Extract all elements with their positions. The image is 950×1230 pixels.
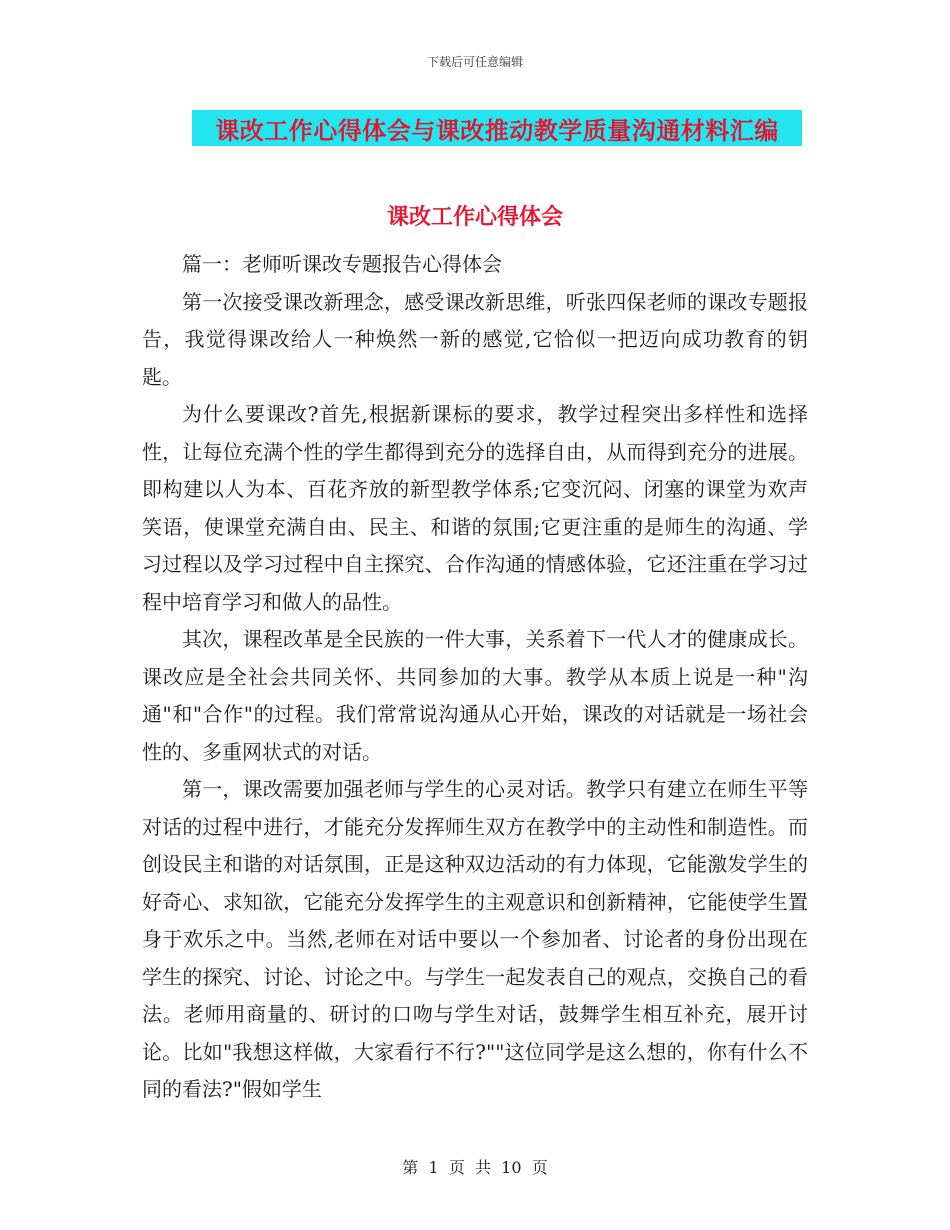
document-body [142,246,808,1109]
paragraph: 为什么要课改?首先,根据新课标的要求，教学过程突出多样性和选择性，让每位充满个性的学生都得到充分的选择自由，从而得到充分的进展。即构建以人为本、百花齐放的新型教学体系;它变沉闷、闭塞的课堂为欢声笑语，使课堂充满自由、民主、和谐的氛围;它更注重的是师生的沟通、学习过程以及学习过程中自主探究、合作沟通的情感体验，它还注重在学习过程中培育学习和做人的品性。 [142,402,808,614]
paragraph-subtitle: 篇一：老师听课改专题报告心得体会 [182,252,502,276]
page-number-footer: 第 1 页 共 10 页 [402,1158,548,1177]
section-title: 课改工作心得体会 [386,205,563,230]
document-title: 课改工作心得体会与课改推动教学质量沟通材料汇编 [215,116,779,145]
document-title-highlight [192,110,802,146]
header-note: 下载后可任意编辑 [426,55,523,69]
paragraph: 第一，课改需要加强老师与学生的心灵对话。教学只有建立在师生平等对话的过程中进行，才能充分发挥师生双方在教学中的主动性和制造性。而创设民主和谐的对话氛围，正是这种双边活动的有力体现，它能激发学生的好奇心、求知欲，它能充分发挥学生的主观意识和创新精神，它能使学生置身于欢乐之中。当然,老师在对话中要以一个参加者、讨论者的身份出现在学生的探究、讨论、讨论之中。与学生一起发表自己的观点，交换自己的看法。老师用商量的、研讨的口吻与学生对话，鼓舞学生相互补充，展开讨论。比如"我想这样做，大家看行不行?""这位同学是这么想的，你有什么不同的看法?"假如学生 [142,777,808,1101]
paragraph: 第一次接受课改新理念，感受课改新思维，听张四保老师的课改专题报告，我觉得课改给人一种焕然一新的感觉,它恰似一把迈向成功教育的钥匙。 [142,289,808,389]
paragraph: 其次，课程改革是全民族的一件大事，关系着下一代人才的健康成长。课改应是全社会共同关怀、共同参加的大事。教学从本质上说是一种"沟通"和"合作"的过程。我们常常说沟通从心开始，课改的对话就是一场社会性的、多重网状式的对话。 [142,627,808,764]
